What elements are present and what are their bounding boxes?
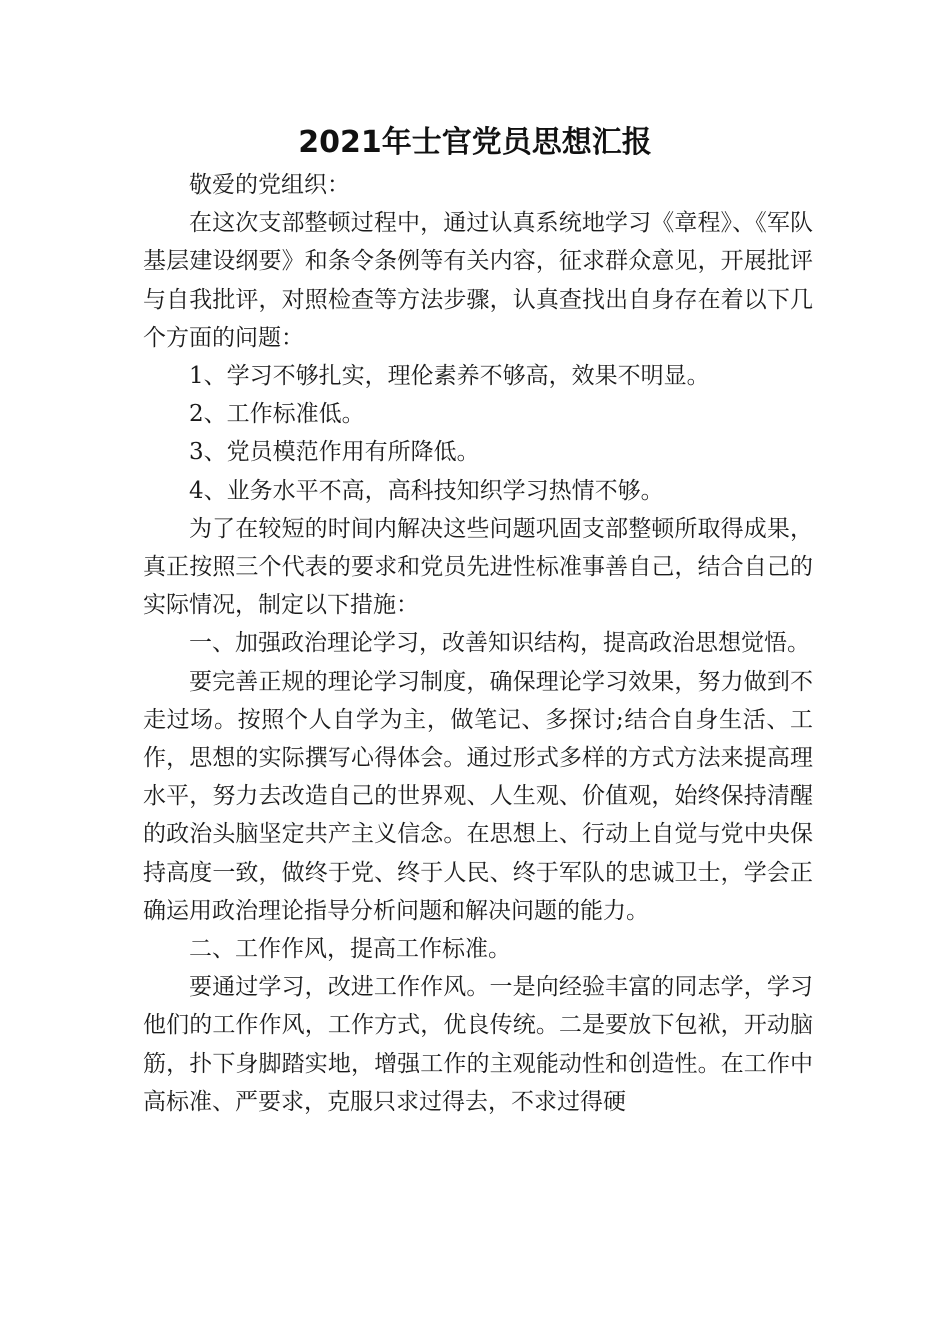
problem-item-2: 2、工作标准低。 — [189, 401, 365, 428]
section-heading-1: 一、加强政治理论学习，改善知识结构，提高政治思想觉悟。 — [189, 630, 810, 657]
section-heading-2: 二、工作作风，提高工作标准。 — [189, 936, 511, 963]
body-paragraph-section-2: 要通过学习，改进工作作风。一是向经验丰富的同志学，学习他们的工作作风，工作方式，优良传统。二是要放下包袱，开动脑筋，扑下身脚踏实地，增强工作的主观能动性和创造性。在工作中高标准、严要求，克服只求过得去，不求过得硬 — [143, 974, 813, 1115]
body-paragraph-section-1: 要完善正规的理论学习制度，确保理论学习效果，努力做到不走过场。按照个人自学为主，做笔记、多探讨;结合自身生活、工作，思想的实际撰写心得体会。通过形式多样的方式方法来提高理水平，努力去改造自己的世界观、人生观、价值观，始终保持清醒的政治头脑坚定共产主义信念。在思想上、行动上自觉与党中央保持高度一致，做终于党、终于人民、终于军队的忠诚卫士，学会正确运用政治理论指导分析问题和解决问题的能力。 — [143, 668, 813, 924]
problem-item-4: 4、业务水平不高，高科技知织学习热情不够。 — [189, 477, 664, 504]
salutation: 敬爱的党组织： — [189, 172, 350, 198]
body-paragraph-measures-intro: 为了在较短的时间内解决这些问题巩固支部整顿所取得成果，真正按照三个代表的要求和党员先进性标准事善自己，结合自己的实际情况，制定以下措施： — [143, 515, 813, 619]
problem-item-1: 1、学习不够扎实，理伦素养不够高，效果不明显。 — [189, 363, 710, 390]
document-body — [143, 166, 813, 1121]
body-paragraph-intro: 在这次支部整顿过程中，通过认真系统地学习《章程》、《军队基层建设纲要》和条令条例等有关内容，征求群众意见，开展批评与自我批评，对照检查等方法步骤，认真查找出自身存在着以下几个方面的问题： — [143, 210, 813, 351]
document-title: 2021年士官党员思想汇报 — [298, 125, 652, 160]
problem-item-3: 3、党员模范作用有所降低。 — [189, 439, 480, 466]
